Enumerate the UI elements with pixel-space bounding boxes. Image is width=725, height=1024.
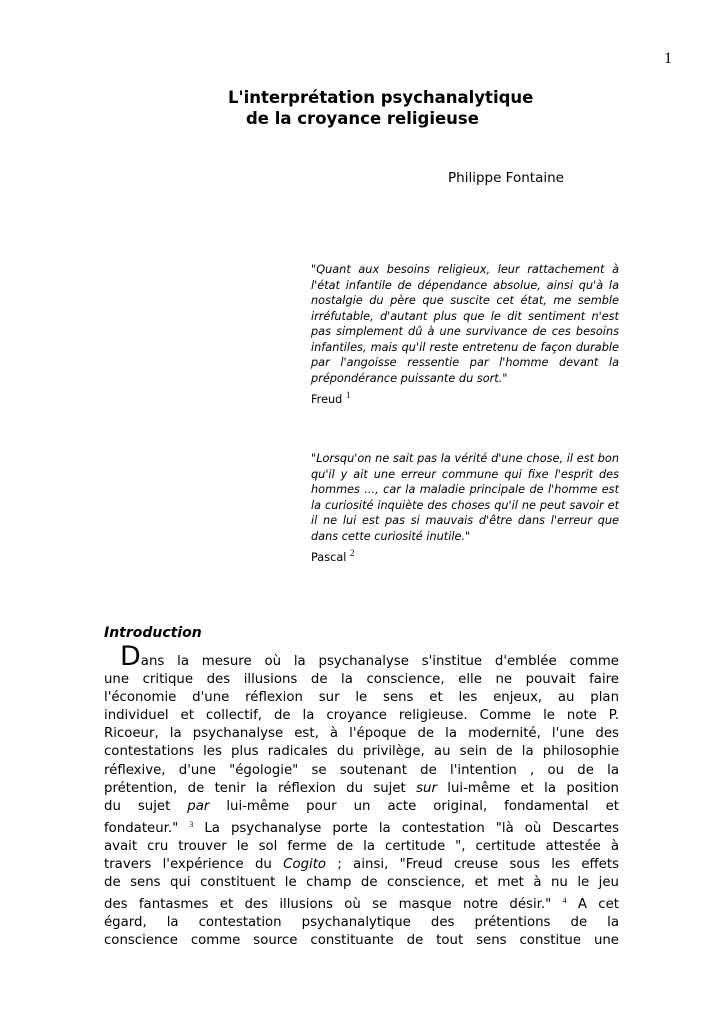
body-paragraph: [104, 641, 619, 951]
epigraph-freud: [311, 262, 619, 407]
epigraph-source-name: Pascal: [311, 550, 347, 564]
italic-word: sur: [416, 780, 437, 796]
italic-word: par: [187, 798, 210, 814]
epigraph-source: [311, 546, 619, 565]
footnote-marker[interactable]: 4: [562, 896, 567, 906]
body-line: [104, 892, 619, 914]
body-line: [104, 856, 619, 874]
footnote-marker[interactable]: 2: [349, 548, 355, 558]
body-line: une critique des illusions de la conscience, elle ne pouvait faire: [104, 672, 619, 688]
body-line: conscience comme source constituante de tout sens constitue une: [104, 933, 619, 949]
page-number: 1: [664, 50, 672, 67]
epigraph-quote: "Lorsqu'on ne sait pas la vérité d'une chose, il est bon qu'il y ait une erreur commune qui fixe l'esprit des hommes ..., car la maladie principale de l'homme est la curiosité inquiète des choses qu'il ne peut savoir et il ne lui est pas si mauvais d'être dans l'erreur que dans cette curiosité inutile.": [311, 452, 619, 543]
body-line: Ricoeur, la psychanalyse est, à l'époque de la modernité, l'une des: [104, 726, 619, 742]
section-heading: Introduction: [104, 625, 202, 641]
epigraph-source: [311, 388, 619, 407]
body-line: de sens qui constituent le champ de conscience, et met à nu le jeu: [104, 875, 619, 891]
body-line: [104, 798, 619, 816]
body-text-run: fondateur.": [104, 820, 179, 836]
body-line: avait cru trouver le sol ferme de la certitude ", certitude attestée à: [104, 838, 619, 854]
document-title: [228, 87, 628, 129]
title-line-1: L'interprétation psychanalytique: [228, 88, 534, 107]
body-text-run: ; ainsi, "Freud creuse sous les effets: [326, 857, 619, 873]
body-line: [104, 641, 619, 672]
author-name: Philippe Fontaine: [448, 170, 564, 186]
epigraph-quote: "Quant aux besoins religieux, leur rattachement à l'état infantile de dépendance absolue, ainsi qu'à la nostalgie du père que suscite cet état, me semble irréfutable, d'autant plus que le dit sentiment n'est pas simplement dû à une survivance de ces besoins infantiles, mais qu'il reste entretenu de façon durable par l'angoisse ressentie par l'homme devant la prépondérance puissante du sort.": [311, 263, 619, 385]
footnote-marker[interactable]: 3: [189, 819, 194, 829]
body-text-run: ans la mesure où la psychanalyse s'institue d'emblée comme: [140, 654, 619, 669]
body-text-run: A cet: [577, 897, 619, 913]
body-line: [104, 816, 619, 838]
epigraph-source-name: Freud: [311, 392, 343, 406]
title-line-2: de la croyance religieuse: [246, 109, 479, 128]
body-text-run: travers l'expérience du: [104, 857, 272, 873]
epigraph-pascal: [311, 451, 619, 565]
body-text-run: lui-même pour un acte original, fondamental et: [209, 798, 619, 814]
italic-word: Cogito: [283, 857, 327, 873]
body-text-run: des fantasmes et des illusions où se masque notre désir.": [104, 897, 552, 913]
footnote-marker[interactable]: 1: [345, 390, 351, 400]
drop-cap: D: [120, 641, 141, 672]
body-line: égard, la contestation psychanalytique des prétentions de la: [104, 915, 619, 931]
body-line: [104, 780, 619, 798]
body-text-run: du sujet: [104, 798, 171, 814]
body-text-run: La psychanalyse porte la contestation "là où Descartes: [204, 820, 619, 836]
body-line: contestations les plus radicales du privilège, au sein de la philosophie: [104, 744, 619, 760]
body-text-run: prétention, de tenir la réflexion du sujet: [104, 780, 406, 796]
body-text-run: lui-même et la position: [436, 780, 619, 796]
body-line: l'économie d'une réflexion sur le sens et les enjeux, au plan: [104, 690, 619, 706]
body-line: réflexive, d'une "égologie" se soutenant de l'intention , ou de la: [104, 762, 619, 778]
body-line: individuel et collectif, de la croyance religieuse. Comme le note P.: [104, 708, 619, 724]
